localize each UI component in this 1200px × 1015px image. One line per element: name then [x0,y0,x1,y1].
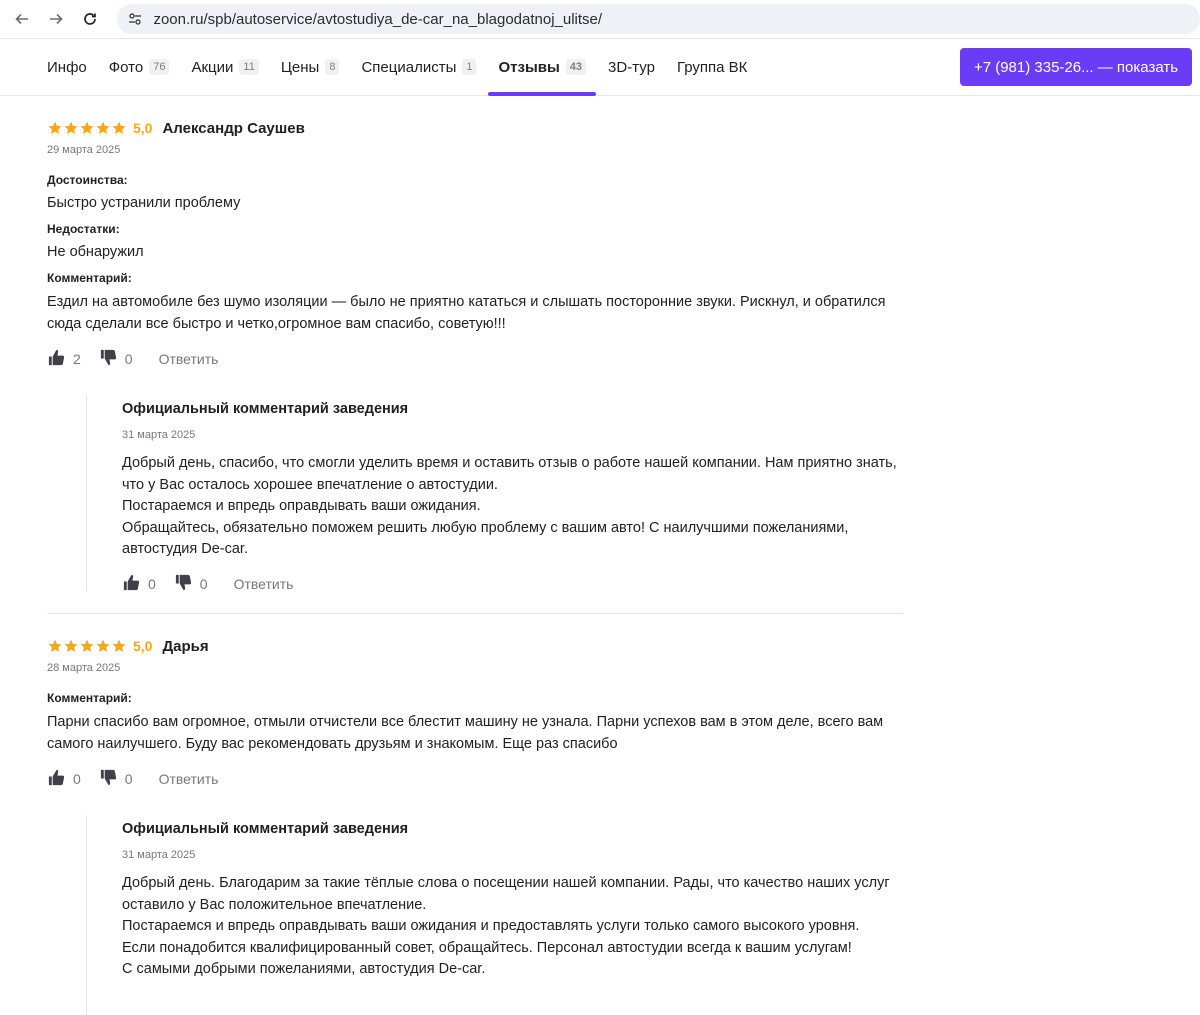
like-button[interactable] [47,768,81,790]
like-button[interactable] [47,348,81,370]
rating-stars [47,120,127,136]
pros-label: Достоинства: [47,173,128,187]
thumbs-down-icon [99,768,125,790]
reply-link[interactable]: Ответить [158,351,219,367]
tab-label: Группа ВК [676,58,748,76]
site-info-icon[interactable] [127,11,143,27]
review-card [47,96,903,591]
tab-3[interactable] [191,39,258,95]
official-comment [86,815,903,1015]
review-author[interactable]: Дарья [162,637,209,655]
company-tabs [0,38,1200,96]
tab-count-badge: 8 [325,59,339,75]
official-line: Добрый день, спасибо, что смогли уделить время и оставить отзыв о работе нашей компании. Нам приятно знать, что у Вас осталось хорошее впечатление о автостудии. [122,455,897,493]
thumbs-up-icon [47,348,73,370]
thumbs-down-icon [99,348,125,370]
official-comment-date: 31 марта 2025 [122,849,196,861]
back-icon[interactable] [8,5,36,33]
official-comment [86,395,903,591]
comment-text: Парни спасибо вам огромное, отмыли отчистели все блестит машину не узнала. Парни успехов вам в этом деле, всего вам самого наилучшего. Буду вас рекомендовать друзьям и знакомым. Еще раз спасибо [47,714,884,752]
thumbs-up-icon [122,573,148,595]
tab-1[interactable] [47,39,87,95]
dislike-button[interactable] [174,573,208,595]
rating-stars [47,638,127,654]
official-line: Постараемся и впредь оправдывать ваши ожидания и предоставлять услуги только самого высокого уровня. [122,918,860,934]
tab-5[interactable] [361,39,476,95]
dislike-button[interactable] [99,768,133,790]
tab-label: Инфо [47,58,87,76]
official-comment-text [122,453,903,561]
dislike-count: 0 [124,771,133,787]
like-count: 2 [73,351,81,367]
star-icon [111,120,127,136]
tab-count-badge: 11 [239,59,258,75]
comment-label: Комментарий: [47,691,132,705]
review-actions [47,768,903,790]
address-bar[interactable] [117,4,1200,34]
rating-value: 5,0 [133,120,153,136]
review-author[interactable]: Александр Саушев [162,119,305,137]
official-line: Если понадобится квалифицированный совет, обращайтесь. Персонал автостудии всегда к вашим услугам! [122,939,852,956]
official-comment-title: Официальный комментарий заведения [122,821,409,837]
rating-value: 5,0 [133,638,153,654]
cons-label: Недостатки: [47,222,120,236]
like-count: 0 [73,771,81,787]
star-icon [47,120,63,136]
tab-label: Акции [191,58,234,76]
tab-2[interactable] [109,39,170,95]
review-date: 28 марта 2025 [47,662,121,674]
star-icon [47,638,63,654]
official-line: С самыми добрыми пожеланиями, автостудия De-car. [122,961,486,977]
like-button[interactable] [122,573,156,595]
cons-text: Не обнаружил [47,244,144,260]
tab-6[interactable] [498,39,586,95]
tab-label: 3D-тур [608,58,655,76]
star-icon [63,120,79,136]
review-actions [47,348,903,370]
star-icon [63,638,79,654]
tab-label: Отзывы [498,58,560,76]
tab-label: Фото [108,58,144,76]
official-comment-title: Официальный комментарий заведения [122,401,409,417]
like-count: 0 [148,575,156,592]
review-date: 29 марта 2025 [47,144,121,156]
show-phone-button[interactable]: +7 (981) 335-26... — показать [960,48,1192,86]
thumbs-up-icon [47,768,73,790]
reload-icon[interactable] [76,5,104,33]
star-icon [95,120,111,136]
tab-7[interactable] [608,39,655,95]
forward-icon[interactable] [42,5,70,33]
official-comment-text [122,873,903,981]
dislike-count: 0 [124,351,133,367]
thumbs-down-icon [174,573,200,595]
star-icon [95,638,111,654]
tab-label: Специалисты [361,58,457,76]
official-comment-date: 31 марта 2025 [122,429,196,441]
official-line: Добрый день. Благодарим за такие тёплые слова о посещении нашей компании. Рады, что качество наших услуг оставило у Вас положительное впечатление. [122,875,890,913]
star-icon [79,638,95,654]
url-text: zoon.ru/spb/autoservice/avtostudiya_de-car_na_blagodatnoj_ulitse/ [153,10,603,28]
reviews-list [0,96,903,1015]
official-line: Обращайтесь, обязательно поможем решить любую проблему с вашим авто! С наилучшими пожеланиями, автостудия De-car. [122,519,849,557]
reply-link[interactable]: Ответить [233,575,294,592]
tab-count-badge: 76 [149,59,169,75]
comment-text: Ездил на автомобиле без шумо изоляции — было не приятно кататься и слышать посторонние звуки. Рискнул, и обратился сюда сделали все быстро и четко,огромное вам спасибо, советую!!! [47,294,886,332]
dislike-button[interactable] [99,348,133,370]
comment-label: Комментарий: [47,271,132,285]
reply-link[interactable]: Ответить [158,771,219,787]
tab-4[interactable] [281,39,340,95]
pros-text: Быстро устранили проблему [47,195,241,211]
tab-count-badge: 43 [566,59,586,75]
tab-count-badge: 1 [462,59,476,75]
tab-label: Цены [280,58,320,76]
dislike-count: 0 [199,575,208,592]
review-card [47,614,903,1015]
browser-toolbar [0,0,1200,38]
star-icon [111,638,127,654]
official-actions [122,573,903,595]
tab-8[interactable] [677,39,747,95]
star-icon [79,120,95,136]
official-line: Постараемся и впредь оправдывать ваши ожидания. [122,498,481,514]
